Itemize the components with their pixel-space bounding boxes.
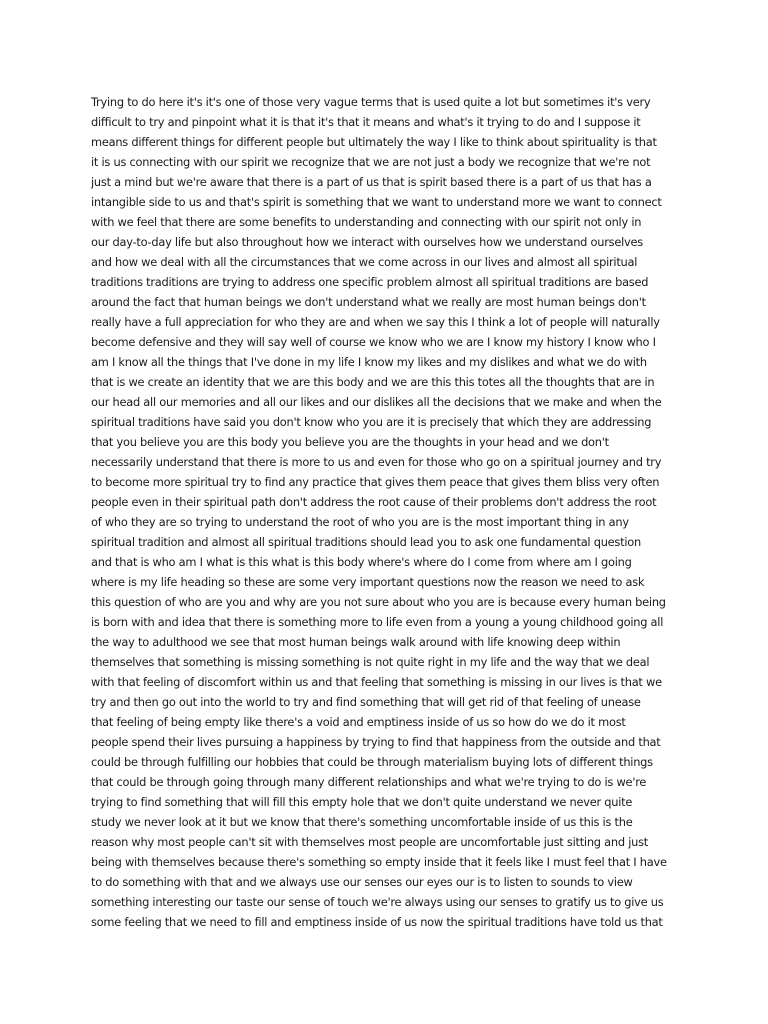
text-line: and how we deal with all the circumstances that we come across in our lives and almost all spiritual [91, 255, 638, 269]
text-line: something interesting our taste our sense of touch we're always using our senses to gratify us to give us [91, 895, 664, 909]
text-line: themselves that something is missing something is not quite right in my life and the way that we deal [91, 655, 650, 669]
text-line: around the fact that human beings we don't understand what we really are most human beings don't [91, 295, 646, 309]
text-line: being with themselves because there's something so empty inside that it feels like I must feel that I have [91, 855, 667, 869]
text-line: with that feeling of discomfort within us and that feeling that something is missing in our lives is that we [91, 675, 662, 689]
text-line: trying to find something that will fill this empty hole that we don't quite understand we never quite [91, 795, 633, 809]
text-line: our head all our memories and all our likes and our dislikes all the decisions that we make and when the [91, 395, 662, 409]
text-line: means different things for different people but ultimately the way I like to think about spirituality is that [91, 135, 657, 149]
text-line: traditions traditions are trying to address one specific problem almost all spiritual traditions are based [91, 275, 649, 289]
text-line: to become more spiritual try to find any practice that gives them peace that gives them bliss very often [91, 475, 660, 489]
text-line: some feeling that we need to fill and emptiness inside of us now the spiritual traditions have told us that [91, 915, 663, 929]
text-line: and that is who am I what is this what is this body where's where do I come from where am I going [91, 555, 632, 569]
text-line: is born with and idea that there is something more to life even from a young a young childhood going all [91, 615, 664, 629]
text-line: that is we create an identity that we are this body and we are this this totes all the thoughts that are in [91, 375, 655, 389]
text-line: reason why most people can't sit with themselves most people are uncomfortable just sitting and just [91, 835, 648, 849]
text-line: people even in their spiritual path don't address the root cause of their problems don't address the root [91, 495, 657, 509]
text-line: where is my life heading so these are some very important questions now the reason we need to ask [91, 575, 645, 589]
text-line: this question of who are you and why are you not sure about who you are is because every human being [91, 595, 666, 609]
text-line: study we never look at it but we know that there's something uncomfortable inside of us this is the [91, 815, 633, 829]
text-line: intangible side to us and that's spirit is something that we want to understand more we want to connect [91, 195, 662, 209]
text-line: am I know all the things that I've done in my life I know my likes and my dislikes and what we do with [91, 355, 647, 369]
text-line: spiritual traditions have said you don't know who you are it is precisely that which they are addressing [91, 415, 652, 429]
text-line: spiritual tradition and almost all spiritual traditions should lead you to ask one fundamental question [91, 535, 641, 549]
text-line: try and then go out into the world to try and find something that will get rid of that feeling of unease [91, 695, 641, 709]
text-line: our day-to-day life but also throughout how we interact with ourselves how we understand ourselves [91, 235, 643, 249]
text-line: really have a full appreciation for who they are and when we say this I think a lot of people will naturally [91, 315, 660, 329]
text-line: become defensive and they will say well of course we know who we are I know my history I know who I [91, 335, 656, 349]
text-line: that feeling of being empty like there's a void and emptiness inside of us so how do we do it most [91, 715, 626, 729]
text-line: that you believe you are this body you believe you are the thoughts in your head and we don't [91, 435, 609, 449]
text-line: that could be through going through many different relationships and what we're trying to do is we're [91, 775, 647, 789]
text-line: difficult to try and pinpoint what it is that it's that it means and what's it trying to do and I suppose it [91, 115, 641, 129]
text-line: of who they are so trying to understand the root of who you are is the most important thing in any [91, 515, 629, 529]
text-line: just a mind but we're aware that there is a part of us that is spirit based there is a part of us that has a [91, 175, 652, 189]
text-line: necessarily understand that there is more to us and even for those who go on a spiritual journey and try [91, 455, 662, 469]
text-line: it is us connecting with our spirit we recognize that we are not just a body we recognize that we're not [91, 155, 651, 169]
text-line: with we feel that there are some benefits to understanding and connecting with our spirit not only in [91, 215, 642, 229]
transcript-paragraph [91, 92, 691, 932]
text-line: the way to adulthood we see that most human beings walk around with life knowing deep within [91, 635, 621, 649]
text-line: could be through fulfilling our hobbies that could be through materialism buying lots of different things [91, 755, 653, 769]
text-line: people spend their lives pursuing a happiness by trying to find that happiness from the outside and that [91, 735, 661, 749]
text-line: to do something with that and we always use our senses our eyes our is to listen to sounds to view [91, 875, 633, 889]
text-line: Trying to do here it's it's one of those very vague terms that is used quite a lot but sometimes it's very [91, 95, 651, 109]
